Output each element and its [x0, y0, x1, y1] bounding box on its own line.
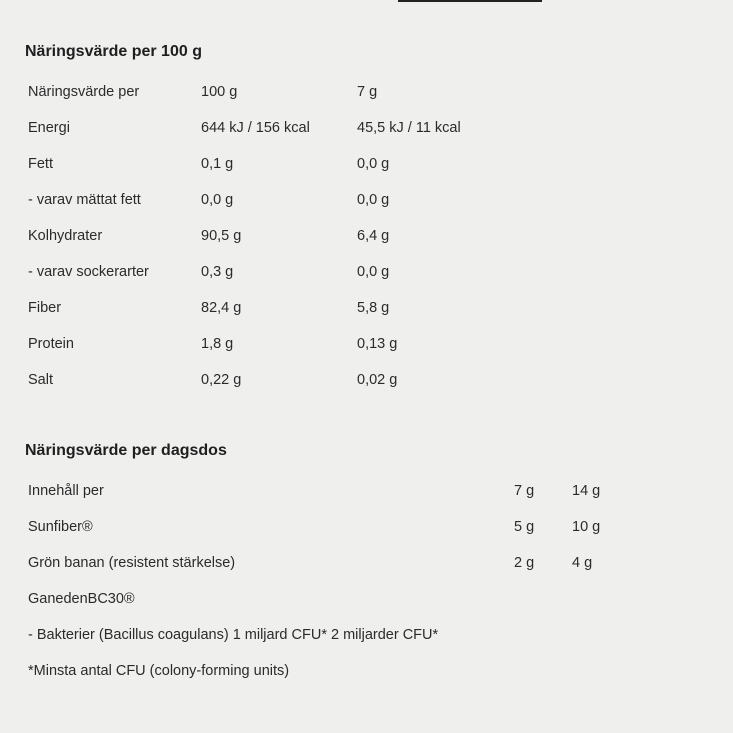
value-dose-2: 10 g	[572, 519, 601, 535]
table-row	[28, 553, 708, 573]
value-dose-2: 4 g	[572, 555, 593, 571]
row-label: Fiber	[28, 300, 62, 316]
row-label: Sunfiber®	[28, 519, 93, 535]
active-tab-indicator	[398, 0, 542, 2]
row-label: - varav sockerarter	[28, 264, 149, 280]
table-row	[28, 370, 708, 390]
value-per-100g: 644 kJ / 156 kcal	[201, 120, 310, 136]
row-label: Näringsvärde per	[28, 84, 140, 100]
nutrition-per-100g-title: Näringsvärde per 100 g	[25, 43, 202, 60]
footnote: *Minsta antal CFU (colony-forming units)	[28, 663, 290, 679]
value-dose-2: 14 g	[572, 483, 601, 499]
value-per-dose: 6,4 g	[357, 228, 390, 244]
value-per-100g: 1,8 g	[201, 336, 234, 352]
table-row	[28, 226, 708, 246]
value-per-100g: 0,3 g	[201, 264, 234, 280]
row-label: Protein	[28, 336, 74, 352]
value-per-100g: 100 g	[201, 84, 238, 100]
table-row	[28, 190, 708, 210]
value-per-dose: 0,0 g	[357, 192, 390, 208]
value-dose-1: 2 g	[514, 555, 535, 571]
table-row	[28, 625, 708, 645]
row-label: Salt	[28, 372, 53, 388]
value-per-dose: 0,13 g	[357, 336, 398, 352]
value-per-dose: 0,0 g	[357, 264, 390, 280]
table-row	[28, 118, 708, 138]
row-label: GanedenBC30®	[28, 591, 135, 607]
row-label: Kolhydrater	[28, 228, 103, 244]
value-per-100g: 0,0 g	[201, 192, 234, 208]
table-row	[28, 661, 708, 681]
nutrition-per-daily-dose-title: Näringsvärde per dagsdos	[25, 442, 227, 459]
value-per-dose: 5,8 g	[357, 300, 390, 316]
row-label: - Bakterier (Bacillus coagulans) 1 miljard CFU* 2 miljarder CFU*	[28, 627, 439, 643]
table-row	[28, 517, 708, 537]
value-per-dose: 45,5 kJ / 11 kcal	[357, 120, 461, 136]
row-label: Energi	[28, 120, 70, 136]
value-per-dose: 0,0 g	[357, 156, 390, 172]
value-per-dose: 0,02 g	[357, 372, 398, 388]
table-row	[28, 154, 708, 174]
value-dose-1: 7 g	[514, 483, 535, 499]
table-row	[28, 82, 708, 102]
value-per-100g: 0,22 g	[201, 372, 242, 388]
row-label: - varav mättat fett	[28, 192, 141, 208]
value-per-dose: 7 g	[357, 84, 378, 100]
value-dose-1: 5 g	[514, 519, 535, 535]
value-per-100g: 90,5 g	[201, 228, 242, 244]
table-row	[28, 298, 708, 318]
value-per-100g: 82,4 g	[201, 300, 242, 316]
value-per-100g: 0,1 g	[201, 156, 234, 172]
row-label: Grön banan (resistent stärkelse)	[28, 555, 236, 571]
table-row	[28, 334, 708, 354]
row-label: Innehåll per	[28, 483, 104, 499]
table-row	[28, 589, 708, 609]
row-label: Fett	[28, 156, 53, 172]
table-row	[28, 262, 708, 282]
table-row	[28, 481, 708, 501]
